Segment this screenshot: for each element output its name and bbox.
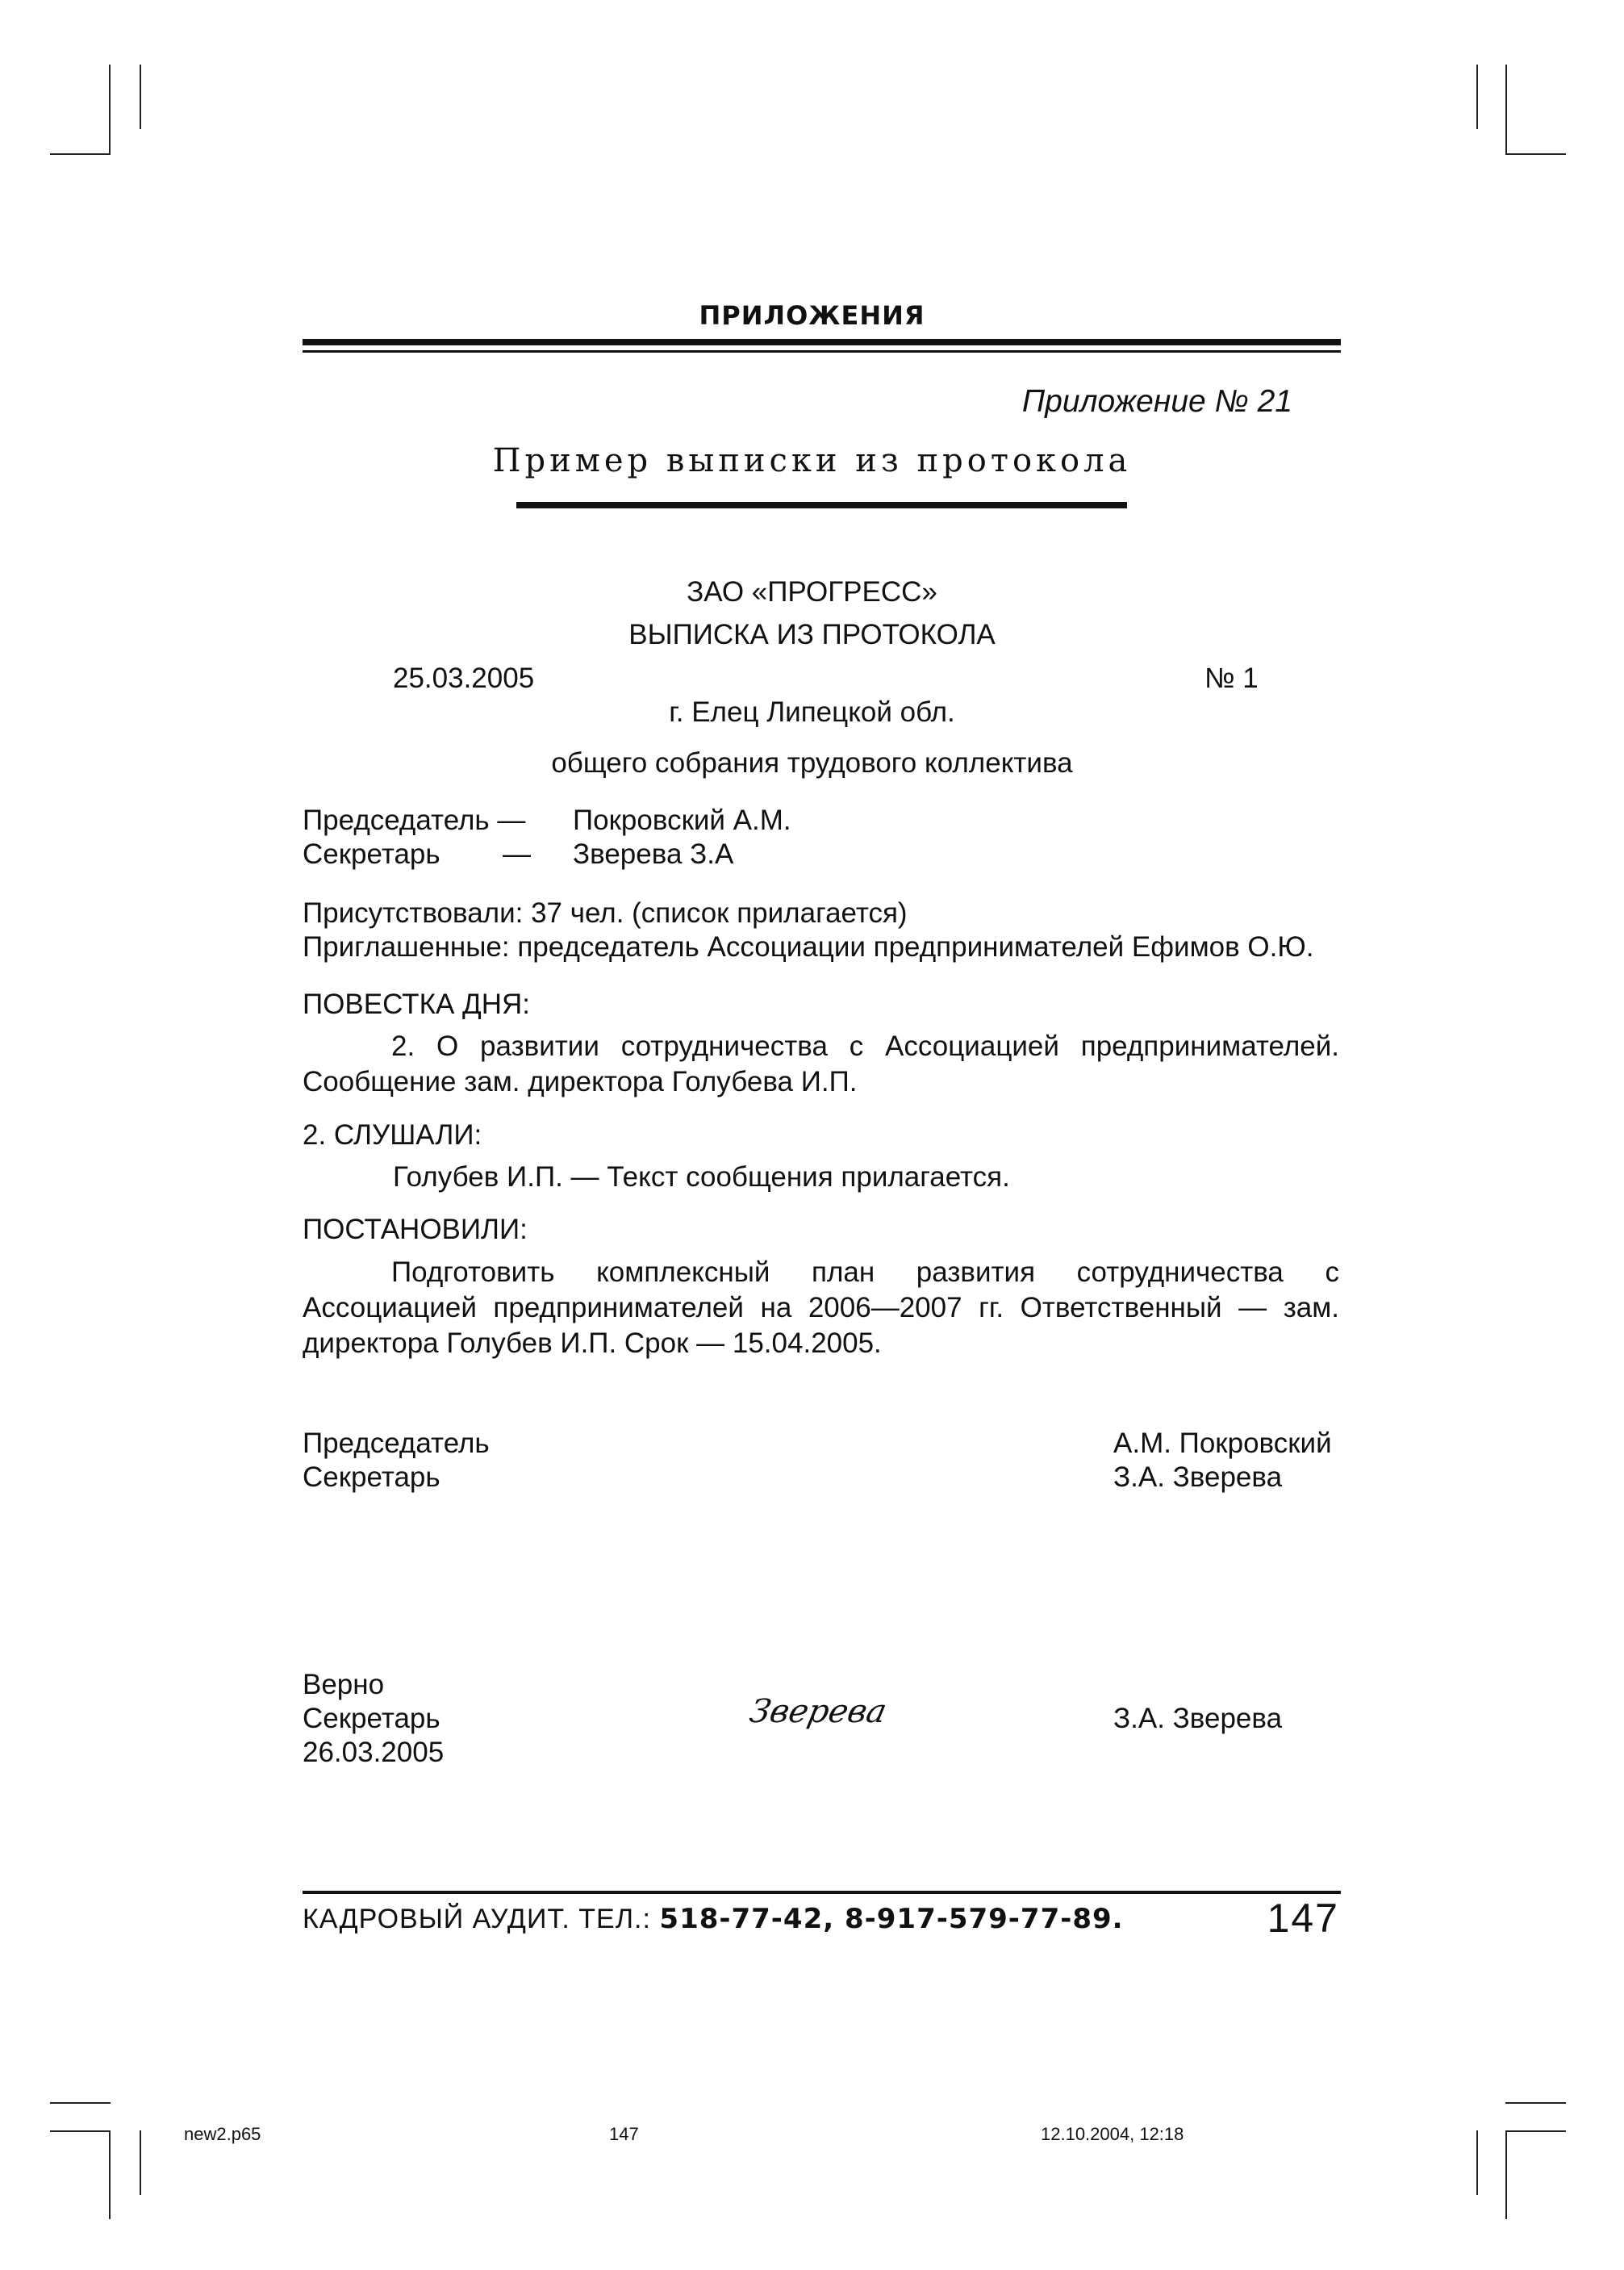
secretary-name: Зверева З.А — [573, 838, 734, 870]
crop-mark — [50, 2130, 111, 2132]
slug-timestamp: 12.10.2004, 12:18 — [1041, 2124, 1184, 2144]
certified-label: Верно — [303, 1669, 385, 1700]
crop-mark — [1505, 153, 1566, 155]
crop-mark — [50, 153, 111, 155]
crop-mark — [50, 2102, 111, 2104]
document-date: 25.03.2005 — [393, 663, 535, 694]
crop-mark — [1476, 65, 1478, 129]
chairman-label: Председатель — — [303, 805, 526, 836]
header-rule-thick — [303, 339, 1341, 345]
header-rule-thin — [303, 350, 1341, 353]
appendix-title: Пример выписки из протокола — [492, 442, 1132, 479]
present-line: Присутствовали: 37 чел. (список прилагается) — [303, 897, 908, 929]
section-header: ПРИЛОЖЕНИЯ — [699, 300, 925, 331]
sign-secretary-name: З.А. Зверева — [1113, 1461, 1283, 1493]
resolved-label: ПОСТАНОВИЛИ: — [303, 1214, 528, 1245]
crop-mark — [1505, 65, 1507, 153]
secretary-label: Секретарь — [303, 838, 440, 870]
chairman-name: Покровский А.М. — [573, 805, 791, 836]
sign-secretary-label: Секретарь — [303, 1461, 440, 1493]
certified-secretary-label: Секретарь — [303, 1703, 440, 1734]
resolved-text: Подготовить комплексный план развития сотрудничества с Ассоциацией предпринимателей на 2006—2007 гг. Ответственный — зам. директора Голубев И.П. Срок — 15.04.2005. — [303, 1256, 1339, 1359]
crop-mark — [140, 2130, 141, 2195]
meeting-name: общего собрания трудового коллектива — [551, 747, 1073, 779]
sign-chairman-name: А.М. Покровский — [1113, 1428, 1332, 1459]
slug-file: new2.p65 — [184, 2124, 261, 2144]
footer-label: КАДРОВЫЙ АУДИТ. ТЕЛ.: — [303, 1904, 651, 1934]
certified-secretary-name: З.А. Зверева — [1113, 1703, 1283, 1734]
document-type: ВЫПИСКА ИЗ ПРОТОКОЛА — [628, 619, 996, 650]
appendix-number: Приложение № 21 — [1021, 384, 1292, 419]
document-place: г. Елец Липецкой обл. — [669, 696, 955, 728]
footer-contact — [303, 1903, 1124, 1935]
footer-rule — [303, 1891, 1341, 1894]
slug-page: 147 — [609, 2124, 639, 2144]
crop-mark — [140, 65, 141, 129]
heard-label: 2. СЛУШАЛИ: — [303, 1119, 482, 1151]
crop-mark — [109, 65, 111, 153]
page-number: 147 — [1267, 1896, 1339, 1941]
agenda-item: 2. О развитии сотрудничества с Ассоциацией предпринимателей. Сообщение зам. директора Голубева И.П. — [303, 1030, 1339, 1097]
handwritten-signature: Зверева — [746, 1693, 891, 1730]
secretary-dash: — — [503, 838, 531, 870]
heard-text: Голубев И.П. — Текст сообщения прилагается. — [393, 1161, 1010, 1193]
certified-date: 26.03.2005 — [303, 1737, 445, 1768]
crop-mark — [1476, 2130, 1478, 2195]
crop-mark — [1505, 2102, 1566, 2104]
crop-mark — [1505, 2130, 1507, 2219]
invited-line: Приглашенные: председатель Ассоциации предпринимателей Ефимов О.Ю. — [303, 931, 1314, 963]
crop-mark — [1505, 2130, 1566, 2132]
footer-phones: 518-77-42, 8-917-579-77-89. — [659, 1903, 1124, 1935]
document-number: № 1 — [1204, 663, 1259, 694]
agenda-label: ПОВЕСТКА ДНЯ: — [303, 989, 530, 1020]
sign-chairman-label: Председатель — [303, 1428, 490, 1459]
crop-mark — [109, 2130, 111, 2219]
title-underline — [516, 502, 1127, 508]
organization-name: ЗАО «ПРОГРЕСС» — [687, 576, 937, 608]
